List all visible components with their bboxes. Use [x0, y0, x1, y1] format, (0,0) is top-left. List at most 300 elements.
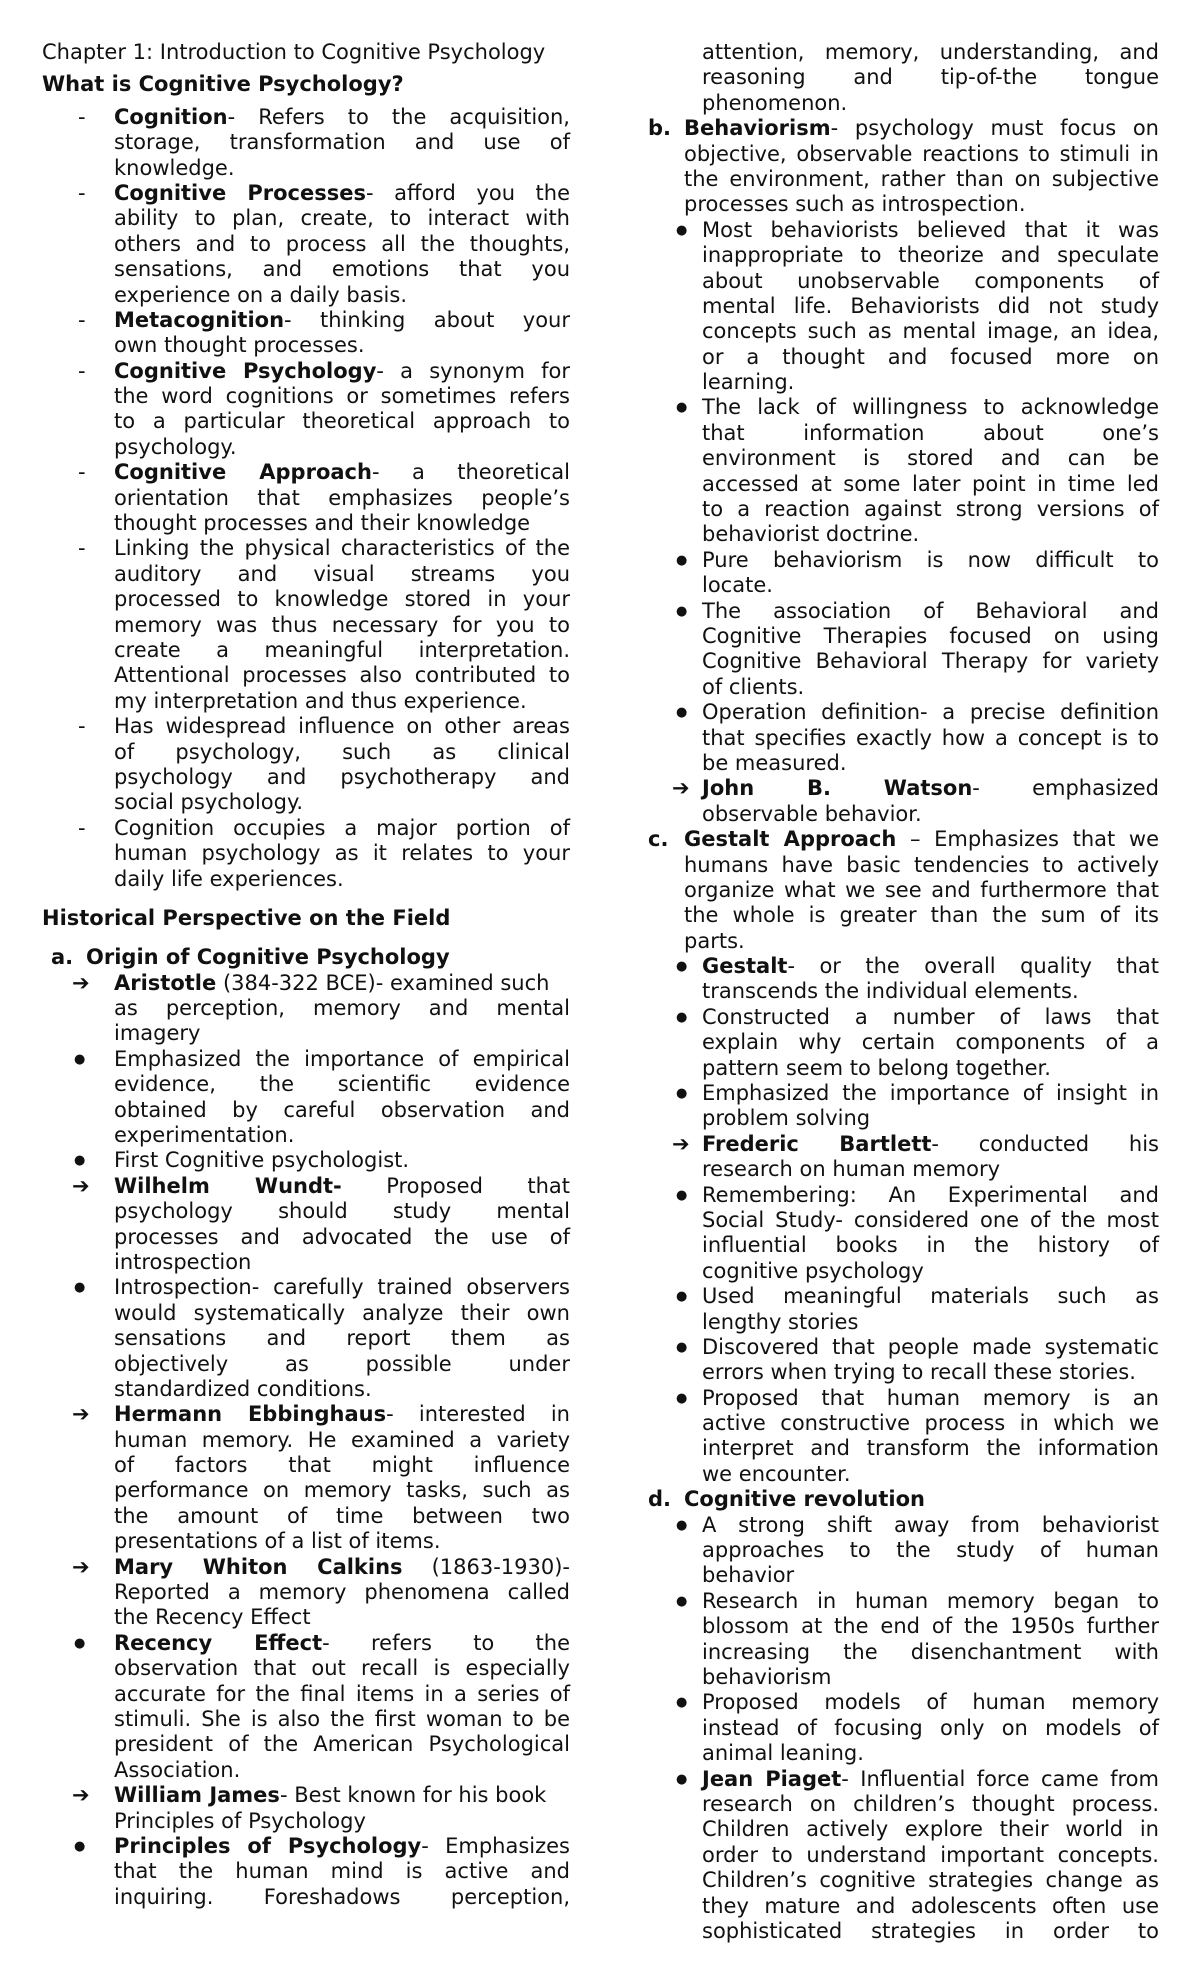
text-line [646, 472, 1159, 497]
line-text: Emphasized the importance of insight in [702, 1081, 1159, 1106]
line-text: inquiring. Foreshadows perception, [114, 1884, 570, 1909]
list-item [646, 776, 1159, 801]
dash-marker: - [78, 815, 86, 840]
bold-term: Behaviorism [684, 116, 831, 141]
line-text: errors when trying to recall these stories. [702, 1360, 1136, 1385]
text-line [646, 1665, 1159, 1690]
text-line [646, 751, 1159, 776]
text-line [42, 156, 570, 181]
text-line [42, 206, 570, 231]
spacer [42, 65, 570, 72]
line-text: approaches to the study of human [702, 1538, 1159, 1563]
line-text: objective, observable reactions to stimuli in [684, 141, 1159, 166]
line-text: inappropriate to theorize and speculate [702, 243, 1159, 268]
text-line [646, 446, 1159, 471]
text-line [42, 1428, 570, 1453]
bold-term: Metacognition [114, 307, 285, 332]
line-text: the environment, rather than on subjective [684, 166, 1159, 191]
text-line [42, 1352, 570, 1377]
bullet-icon: ● [676, 1517, 688, 1533]
line-text: processed to knowledge stored in your [114, 587, 570, 612]
text-line [646, 269, 1159, 294]
dash-marker: - [78, 180, 86, 205]
line-text: Proposed that [341, 1173, 570, 1198]
line-text: Introspection- carefully trained observers [114, 1275, 570, 1300]
text-line [42, 1732, 570, 1757]
text-line [42, 1809, 570, 1834]
line-text: sensations, and emotions that you [114, 257, 570, 282]
text-line [646, 1411, 1159, 1436]
section-letter: a. [51, 945, 74, 970]
line-text: experimentation. [114, 1123, 295, 1148]
line-text: Social Study- considered one of the most [702, 1207, 1159, 1232]
list-item [646, 1690, 1159, 1715]
line-text: Cognitive Behavioral Therapy for variety [702, 649, 1159, 674]
arrow-icon: ➔ [672, 776, 690, 801]
list-item [42, 308, 570, 333]
line-text: psychology should study mental [114, 1199, 570, 1224]
line-text: of clients. [702, 674, 805, 699]
text-line [42, 130, 570, 155]
line-text: - afford you the [365, 180, 571, 205]
list-item [646, 1183, 1159, 1208]
text-line [42, 790, 570, 815]
arrow-icon: ➔ [72, 1402, 90, 1427]
list-item [42, 1834, 570, 1859]
text-line [646, 1868, 1159, 1893]
text-line [646, 522, 1159, 547]
text-line [646, 421, 1159, 446]
text-line [646, 878, 1159, 903]
text-line [42, 841, 570, 866]
line-text: - Influential force came from [841, 1766, 1159, 1791]
list-item [42, 1047, 570, 1072]
list-item [42, 1275, 570, 1300]
text-line [646, 1640, 1159, 1665]
text-line [646, 1208, 1159, 1233]
text-line [646, 802, 1159, 827]
text-line [646, 243, 1159, 268]
arrow-icon: ➔ [72, 970, 90, 995]
line-text: observable behavior. [702, 801, 922, 826]
arrow-icon: ➔ [672, 1131, 690, 1156]
text-line [42, 333, 570, 358]
line-text: introspection [114, 1249, 252, 1274]
line-text: human psychology as it relates to your [114, 841, 570, 866]
text-line [646, 1106, 1159, 1131]
line-text: Association. [114, 1757, 241, 1782]
text-line [646, 1843, 1159, 1868]
line-text: Attentional processes also contributed to [114, 663, 570, 688]
line-text: accessed at some later point in time led [702, 471, 1159, 496]
bullet-icon: ● [676, 1695, 688, 1711]
text-line [646, 929, 1159, 954]
list-item [42, 1631, 570, 1656]
bullet-icon: ● [676, 1187, 688, 1203]
line-text: processes such as introspection. [684, 192, 1026, 217]
text-line [42, 1098, 570, 1123]
line-text: Cognition occupies a major portion of [114, 815, 570, 840]
line-text: we encounter. [702, 1461, 851, 1486]
list-item [42, 359, 570, 384]
bullet-icon: ● [74, 1280, 86, 1296]
line-text: – Emphasizes that we [896, 827, 1159, 852]
line-text: Reported a memory phenomena called [114, 1580, 570, 1605]
line-text: human memory. He examined a variety [114, 1427, 570, 1452]
arrow-icon: ➔ [72, 1554, 90, 1579]
text-line [646, 294, 1159, 319]
bold-term: Jean Piaget [702, 1766, 842, 1791]
section-heading [646, 1487, 1159, 1512]
text-line [42, 1504, 570, 1529]
text-line [646, 1030, 1159, 1055]
text-line [42, 663, 570, 688]
line-text: cognitive psychology [702, 1258, 924, 1283]
line-text: behaviorist doctrine. [702, 522, 920, 547]
line-text: the amount of time between two [114, 1503, 570, 1528]
line-text: Most behaviorists believed that it was [702, 217, 1159, 242]
line-text: others and to process all the thoughts, [114, 231, 570, 256]
line-text: the word cognitions or sometimes refers [114, 384, 570, 409]
line-text: reasoning and tip-of-the tongue [702, 65, 1159, 90]
text-line [646, 91, 1159, 116]
list-item [646, 1767, 1159, 1792]
list-item [646, 1513, 1159, 1538]
text-line [42, 1123, 570, 1148]
text-line [42, 765, 570, 790]
bold-term: William James [114, 1783, 280, 1808]
line-text: experience on a daily basis. [114, 282, 408, 307]
bullet-icon: ● [676, 1390, 688, 1406]
text-line [646, 1538, 1159, 1563]
line-text: own thought processes. [114, 333, 365, 358]
line-text: - interested in [386, 1402, 570, 1427]
text-line [42, 511, 570, 536]
line-text: - Refers to the acquisition, [227, 104, 570, 129]
line-text: research on human memory [702, 1157, 1001, 1182]
bold-term: What is Cognitive Psychology? [42, 72, 404, 97]
list-item [42, 1148, 570, 1173]
line-text: - thinking about your [284, 307, 570, 332]
bold-term: Historical Perspective on the Field [42, 905, 451, 930]
text-line [646, 726, 1159, 751]
text-line [42, 1682, 570, 1707]
line-text: memory was thus necessary for you to [114, 612, 570, 637]
line-text: observation that out recall is especially [114, 1656, 570, 1681]
line-text: behaviorism [702, 1665, 832, 1689]
text-line [646, 1741, 1159, 1766]
text-line [42, 257, 570, 282]
line-text: First Cognitive psychologist. [114, 1148, 410, 1173]
text-line [42, 1758, 570, 1783]
line-text: evidence, the scientific evidence [114, 1072, 570, 1097]
line-text: research on children’s thought process. [702, 1791, 1159, 1816]
dash-marker: - [78, 536, 86, 561]
list-item [42, 971, 570, 996]
bullet-icon: ● [676, 705, 688, 721]
text-line [646, 192, 1159, 217]
list-item [646, 1081, 1159, 1106]
line-text: would systematically analyze their own [114, 1300, 570, 1325]
line-text: - psychology must focus on [830, 116, 1159, 141]
text-line [42, 638, 570, 663]
text-line [646, 1792, 1159, 1817]
text-line [646, 1233, 1159, 1258]
text-line [42, 740, 570, 765]
line-text: (1863-1930)- [402, 1554, 570, 1579]
text-line [646, 1817, 1159, 1842]
text-line [42, 587, 570, 612]
list-item [42, 460, 570, 485]
text-line [646, 167, 1159, 192]
list-item [646, 218, 1159, 243]
line-text: The lack of willingness to acknowledge [702, 395, 1159, 420]
line-text: humans have basic tendencies to actively [684, 852, 1159, 877]
line-text: interpret and transform the information [702, 1436, 1159, 1461]
bullet-icon: ● [676, 1009, 688, 1025]
line-text: Emphasized the importance of empirical [114, 1046, 570, 1071]
line-text: Discovered that people made systematic [702, 1334, 1159, 1359]
text-line [646, 1894, 1159, 1919]
list-item [646, 548, 1159, 573]
line-text: Used meaningful materials such as [702, 1284, 1159, 1309]
line-text: about unobservable components of [702, 268, 1159, 293]
line-text: Linking the physical characteristics of the [114, 536, 570, 561]
line-text: social psychology. [114, 790, 304, 815]
text-line [42, 1605, 570, 1630]
text-line [646, 1360, 1159, 1385]
bold-term: Cognitive Psychology [114, 358, 377, 383]
text-line [42, 867, 570, 892]
text-line [646, 624, 1159, 649]
text-line [42, 384, 570, 409]
text-line [42, 40, 570, 65]
bullet-icon: ● [74, 1635, 86, 1651]
list-item [42, 1174, 570, 1199]
line-text: thought processes and their knowledge [114, 511, 531, 536]
dash-marker: - [78, 460, 86, 485]
text-line [42, 486, 570, 511]
text-line [646, 675, 1159, 700]
text-line [646, 853, 1159, 878]
bold-term: Cognitive revolution [684, 1487, 925, 1512]
line-text: - Emphasizes [421, 1833, 570, 1858]
line-text: - Best known for his book [279, 1783, 547, 1808]
line-text: accurate for the final items in a series of [114, 1681, 570, 1706]
line-text: Operation definition- a precise definition [702, 700, 1159, 725]
bold-term: Origin of Cognitive Psychology [86, 945, 450, 970]
text-line [42, 1580, 570, 1605]
bold-term: Gestalt [702, 954, 788, 979]
line-text: Proposed models of human memory [702, 1690, 1159, 1715]
line-text: objectively as possible under [114, 1351, 570, 1376]
line-text: concepts such as mental image, an idea, [702, 319, 1159, 344]
line-text: A strong shift away from behaviorist [702, 1512, 1159, 1537]
bold-term: Gestalt Approach [684, 827, 897, 852]
text-line [42, 1326, 570, 1351]
line-text: president of the American Psychological [114, 1732, 570, 1757]
line-text: orientation that emphasizes people’s [114, 485, 570, 510]
bullet-icon: ● [676, 603, 688, 619]
text-line [42, 1301, 570, 1326]
list-item [646, 1005, 1159, 1030]
bold-term: Hermann Ebbinghaus [114, 1402, 387, 1427]
text-line [42, 689, 570, 714]
line-text: Remembering: An Experimental and [702, 1182, 1159, 1207]
line-text: or a thought and focused more on [702, 344, 1159, 369]
list-item [42, 536, 570, 561]
line-text: to a reaction against strong versions of [702, 497, 1159, 522]
line-text: auditory and visual streams you [114, 561, 570, 586]
line-text: (384-322 BCE)- examined such [216, 970, 550, 995]
line-text: problem solving [702, 1106, 871, 1131]
list-item [646, 1589, 1159, 1614]
spacer [42, 892, 570, 906]
text-line [42, 1225, 570, 1250]
line-text: - or the overall quality that [787, 954, 1159, 979]
line-text: organize what we see and furthermore that [684, 877, 1159, 902]
list-item [42, 105, 570, 130]
line-text: performance on memory tasks, such as [114, 1478, 570, 1503]
text-line [42, 409, 570, 434]
line-text: that the human mind is active and [114, 1859, 570, 1884]
text-line [646, 1614, 1159, 1639]
bullet-icon: ● [676, 1289, 688, 1305]
line-text: instead of focusing only on models of [702, 1715, 1159, 1740]
bold-term: Frederic Bartlett [702, 1131, 932, 1156]
line-text: imagery [114, 1021, 201, 1046]
line-text: Cognitive Therapies focused on using [702, 623, 1159, 648]
line-text: increasing the disenchantment with [702, 1639, 1159, 1664]
text-line [42, 996, 570, 1021]
list-item [646, 1335, 1159, 1360]
list-item [42, 1555, 570, 1580]
line-text: The association of Behavioral and [702, 598, 1159, 623]
text-line [42, 1453, 570, 1478]
text-line [646, 1563, 1159, 1588]
text-line [42, 232, 570, 257]
left-column [42, 40, 570, 1910]
line-text: phenomenon. [702, 90, 848, 115]
list-item [646, 599, 1159, 624]
line-text: behavior [702, 1563, 795, 1588]
line-text: explain why certain components of a [702, 1030, 1159, 1055]
line-text: presentations of a list of items. [114, 1529, 441, 1554]
line-text: standardized conditions. [114, 1376, 372, 1401]
spacer [42, 98, 570, 105]
text-line [42, 1885, 570, 1910]
line-text: - a theoretical [371, 460, 570, 485]
line-text: knowledge. [114, 155, 235, 180]
dash-marker: - [78, 714, 86, 739]
text-line [42, 1859, 570, 1884]
text-line [42, 562, 570, 587]
line-text: that information about one’s [702, 420, 1159, 445]
list-item [42, 816, 570, 841]
list-item [42, 714, 570, 739]
line-text: the whole is greater than the sum of its [684, 903, 1159, 928]
line-text: to a particular theoretical approach to [114, 409, 570, 434]
bold-term: Mary Whiton Calkins [114, 1554, 403, 1579]
bullet-icon: ● [676, 1593, 688, 1609]
line-text: order to understand important concepts. [702, 1842, 1159, 1867]
list-item [42, 181, 570, 206]
text-line [42, 613, 570, 638]
text-line [646, 903, 1159, 928]
bold-term: Aristotle [114, 970, 217, 995]
line-text: Principles of Psychology [114, 1808, 366, 1833]
section-letter: d. [648, 1487, 672, 1512]
line-text: - conducted his [931, 1131, 1159, 1156]
line-text: learning. [702, 370, 795, 395]
bold-term: Cognitive Processes [114, 180, 366, 205]
bullet-icon: ● [676, 1339, 688, 1355]
line-text: of psychology, such as clinical [114, 739, 570, 764]
text-line [646, 573, 1159, 598]
line-text: create a meaningful interpretation. [114, 637, 570, 662]
bold-term: Cognitive Approach [114, 460, 372, 485]
line-text: environment is stored and can be [702, 446, 1159, 471]
line-text: blossom at the end of the 1950s further [702, 1614, 1159, 1639]
arrow-icon: ➔ [72, 1173, 90, 1198]
line-text: they mature and adolescents often use [702, 1893, 1159, 1918]
text-line [646, 1436, 1159, 1461]
text-line [646, 1919, 1159, 1944]
bullet-icon: ● [676, 959, 688, 975]
line-text: of factors that might influence [114, 1453, 570, 1478]
text-line [646, 1462, 1159, 1487]
bullet-icon: ● [74, 1838, 86, 1854]
list-item [646, 1132, 1159, 1157]
bullet-icon: ● [676, 552, 688, 568]
list-item [42, 1402, 570, 1427]
arrow-icon: ➔ [72, 1783, 90, 1808]
text-line [42, 1250, 570, 1275]
dash-marker: - [78, 307, 86, 332]
text-line [646, 345, 1159, 370]
line-text: sophisticated strategies in order to [702, 1918, 1159, 1943]
text-line [42, 1377, 570, 1402]
text-line [42, 1656, 570, 1681]
line-text: the Recency Effect [114, 1605, 311, 1630]
line-text: - refers to the [322, 1630, 570, 1655]
line-text: Children actively explore their world in [702, 1817, 1159, 1842]
line-text: Has widespread influence on other areas [114, 714, 570, 739]
text-line [646, 40, 1159, 65]
line-text: parts. [684, 928, 745, 953]
text-line [42, 1478, 570, 1503]
bullet-icon: ● [676, 400, 688, 416]
line-text: my interpretation and thus experience. [114, 688, 527, 713]
text-line [42, 1199, 570, 1224]
line-text: be measured. [702, 750, 847, 775]
text-line [42, 906, 570, 931]
line-text: processes and advocated the use of [114, 1224, 570, 1249]
spacer [42, 931, 570, 945]
list-item [646, 1284, 1159, 1309]
line-text: mental life. Behaviorists did not study [702, 293, 1159, 318]
line-text: - emphasized [972, 776, 1160, 801]
section-letter: c. [648, 827, 669, 852]
line-text: animal leaning. [702, 1741, 864, 1766]
right-column [646, 40, 1159, 1944]
bold-term: Wilhelm Wundt- [114, 1173, 342, 1198]
line-text: Constructed a number of laws that [702, 1004, 1159, 1029]
text-line [42, 283, 570, 308]
text-line [646, 1056, 1159, 1081]
bullet-icon: ● [676, 1086, 688, 1102]
dash-marker: - [78, 104, 86, 129]
